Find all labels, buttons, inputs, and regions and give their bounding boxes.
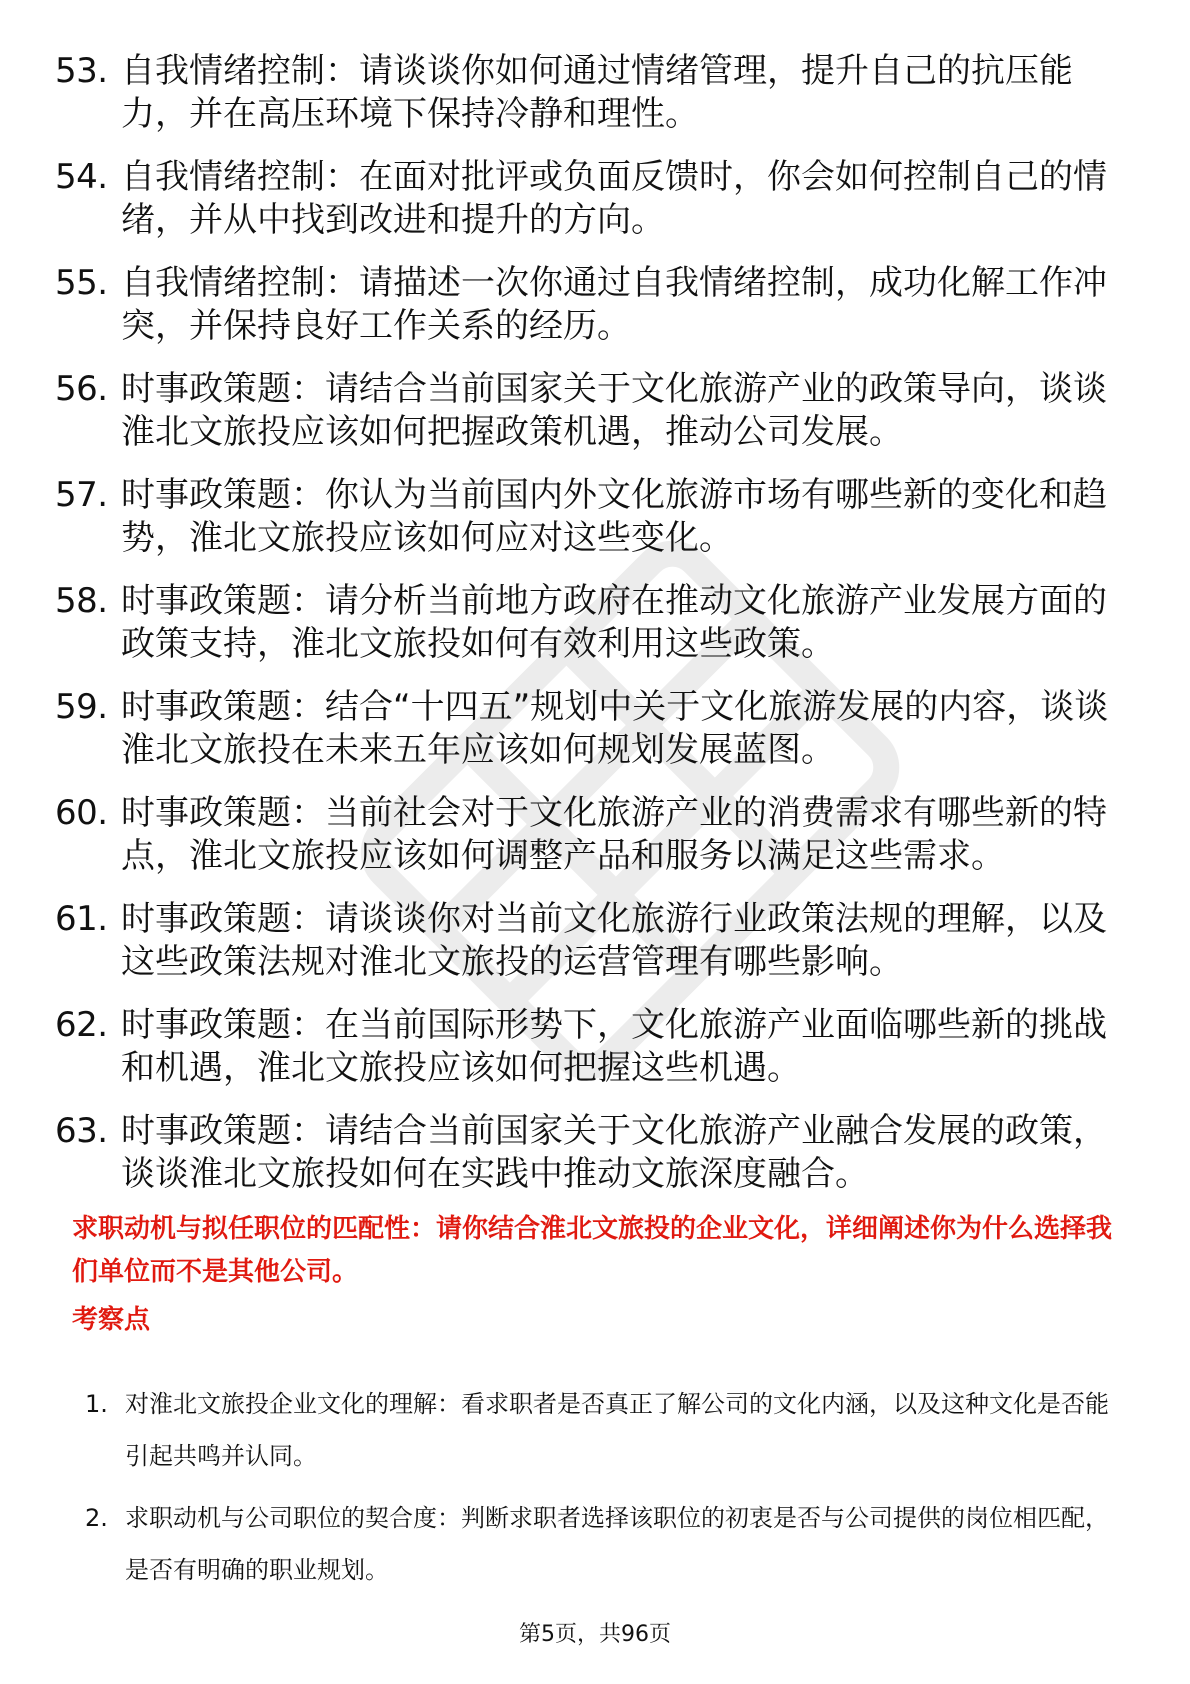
question-text: 时事政策题：请谈谈你对当前文化旅游行业政策法规的理解，以及这些政策法规对淮北文旅投的运营管理有哪些影响。 (121, 899, 1107, 982)
question-text: 时事政策题：当前社会对于文化旅游产业的消费需求有哪些新的特点，淮北文旅投应该如何调整产品和服务以满足这些需求。 (121, 793, 1107, 876)
question-item (55, 368, 1120, 454)
point-number: 1. (85, 1390, 108, 1418)
question-item (55, 1004, 1120, 1090)
assessment-points-list (85, 1378, 1120, 1606)
question-item (55, 1110, 1120, 1196)
point-text: 求职动机与公司职位的契合度：判断求职者选择该职位的初衷是否与公司提供的岗位相匹配，是否有明确的职业规划。 (125, 1504, 1109, 1584)
question-item (55, 156, 1120, 242)
question-text: 时事政策题：你认为当前国内外文化旅游市场有哪些新的变化和趋势，淮北文旅投应该如何应对这些变化。 (121, 475, 1107, 558)
question-text: 时事政策题：请分析当前地方政府在推动文化旅游产业发展方面的政策支持，淮北文旅投如何有效利用这些政策。 (121, 581, 1107, 664)
question-number: 61. (55, 899, 108, 939)
question-text: 时事政策题：请结合当前国家关于文化旅游产业的政策导向，谈谈淮北文旅投应该如何把握政策机遇，推动公司发展。 (121, 369, 1107, 452)
question-text: 时事政策题：结合“十四五”规划中关于文化旅游发展的内容，谈谈淮北文旅投在未来五年应该如何规划发展蓝图。 (121, 687, 1109, 770)
question-item (55, 898, 1120, 984)
question-number: 55. (55, 263, 108, 303)
question-number: 63. (55, 1111, 108, 1151)
question-number: 57. (55, 475, 108, 515)
question-item (55, 474, 1120, 560)
question-item (55, 50, 1120, 136)
point-number: 2. (85, 1504, 108, 1532)
question-text: 自我情绪控制：请描述一次你通过自我情绪控制，成功化解工作冲突，并保持良好工作关系的经历。 (121, 263, 1107, 346)
question-item (55, 262, 1120, 348)
question-text: 时事政策题：在当前国际形势下，文化旅游产业面临哪些新的挑战和机遇，淮北文旅投应该如何把握这些机遇。 (121, 1005, 1107, 1088)
question-text: 自我情绪控制：请谈谈你如何通过情绪管理，提升自己的抗压能力，并在高压环境下保持冷静和理性。 (121, 51, 1073, 134)
question-item (55, 686, 1120, 772)
question-number: 53. (55, 51, 108, 91)
assessment-points-heading: 考察点 (72, 1305, 151, 1335)
question-item (55, 792, 1120, 878)
page-footer: 第5页，共96页 (519, 1622, 671, 1647)
question-number: 62. (55, 1005, 108, 1045)
assessment-point (85, 1492, 1120, 1596)
section-heading: 求职动机与拟任职位的匹配性：请你结合淮北文旅投的企业文化，详细阐述你为什么选择我们单位而不是其他公司。 (72, 1214, 1113, 1287)
question-number: 58. (55, 581, 108, 621)
question-number: 54. (55, 157, 108, 197)
question-item (55, 580, 1120, 666)
question-text: 时事政策题：请结合当前国家关于文化旅游产业融合发展的政策，谈谈淮北文旅投如何在实践中推动文旅深度融合。 (121, 1111, 1107, 1194)
point-text: 对淮北文旅投企业文化的理解：看求职者是否真正了解公司的文化内涵，以及这种文化是否能引起共鸣并认同。 (125, 1390, 1109, 1470)
question-list (55, 50, 1120, 1216)
question-text: 自我情绪控制：在面对批评或负面反馈时，你会如何控制自己的情绪，并从中找到改进和提升的方向。 (121, 157, 1107, 240)
assessment-point (85, 1378, 1120, 1482)
question-number: 56. (55, 369, 108, 409)
question-number: 59. (55, 687, 108, 727)
question-number: 60. (55, 793, 108, 833)
